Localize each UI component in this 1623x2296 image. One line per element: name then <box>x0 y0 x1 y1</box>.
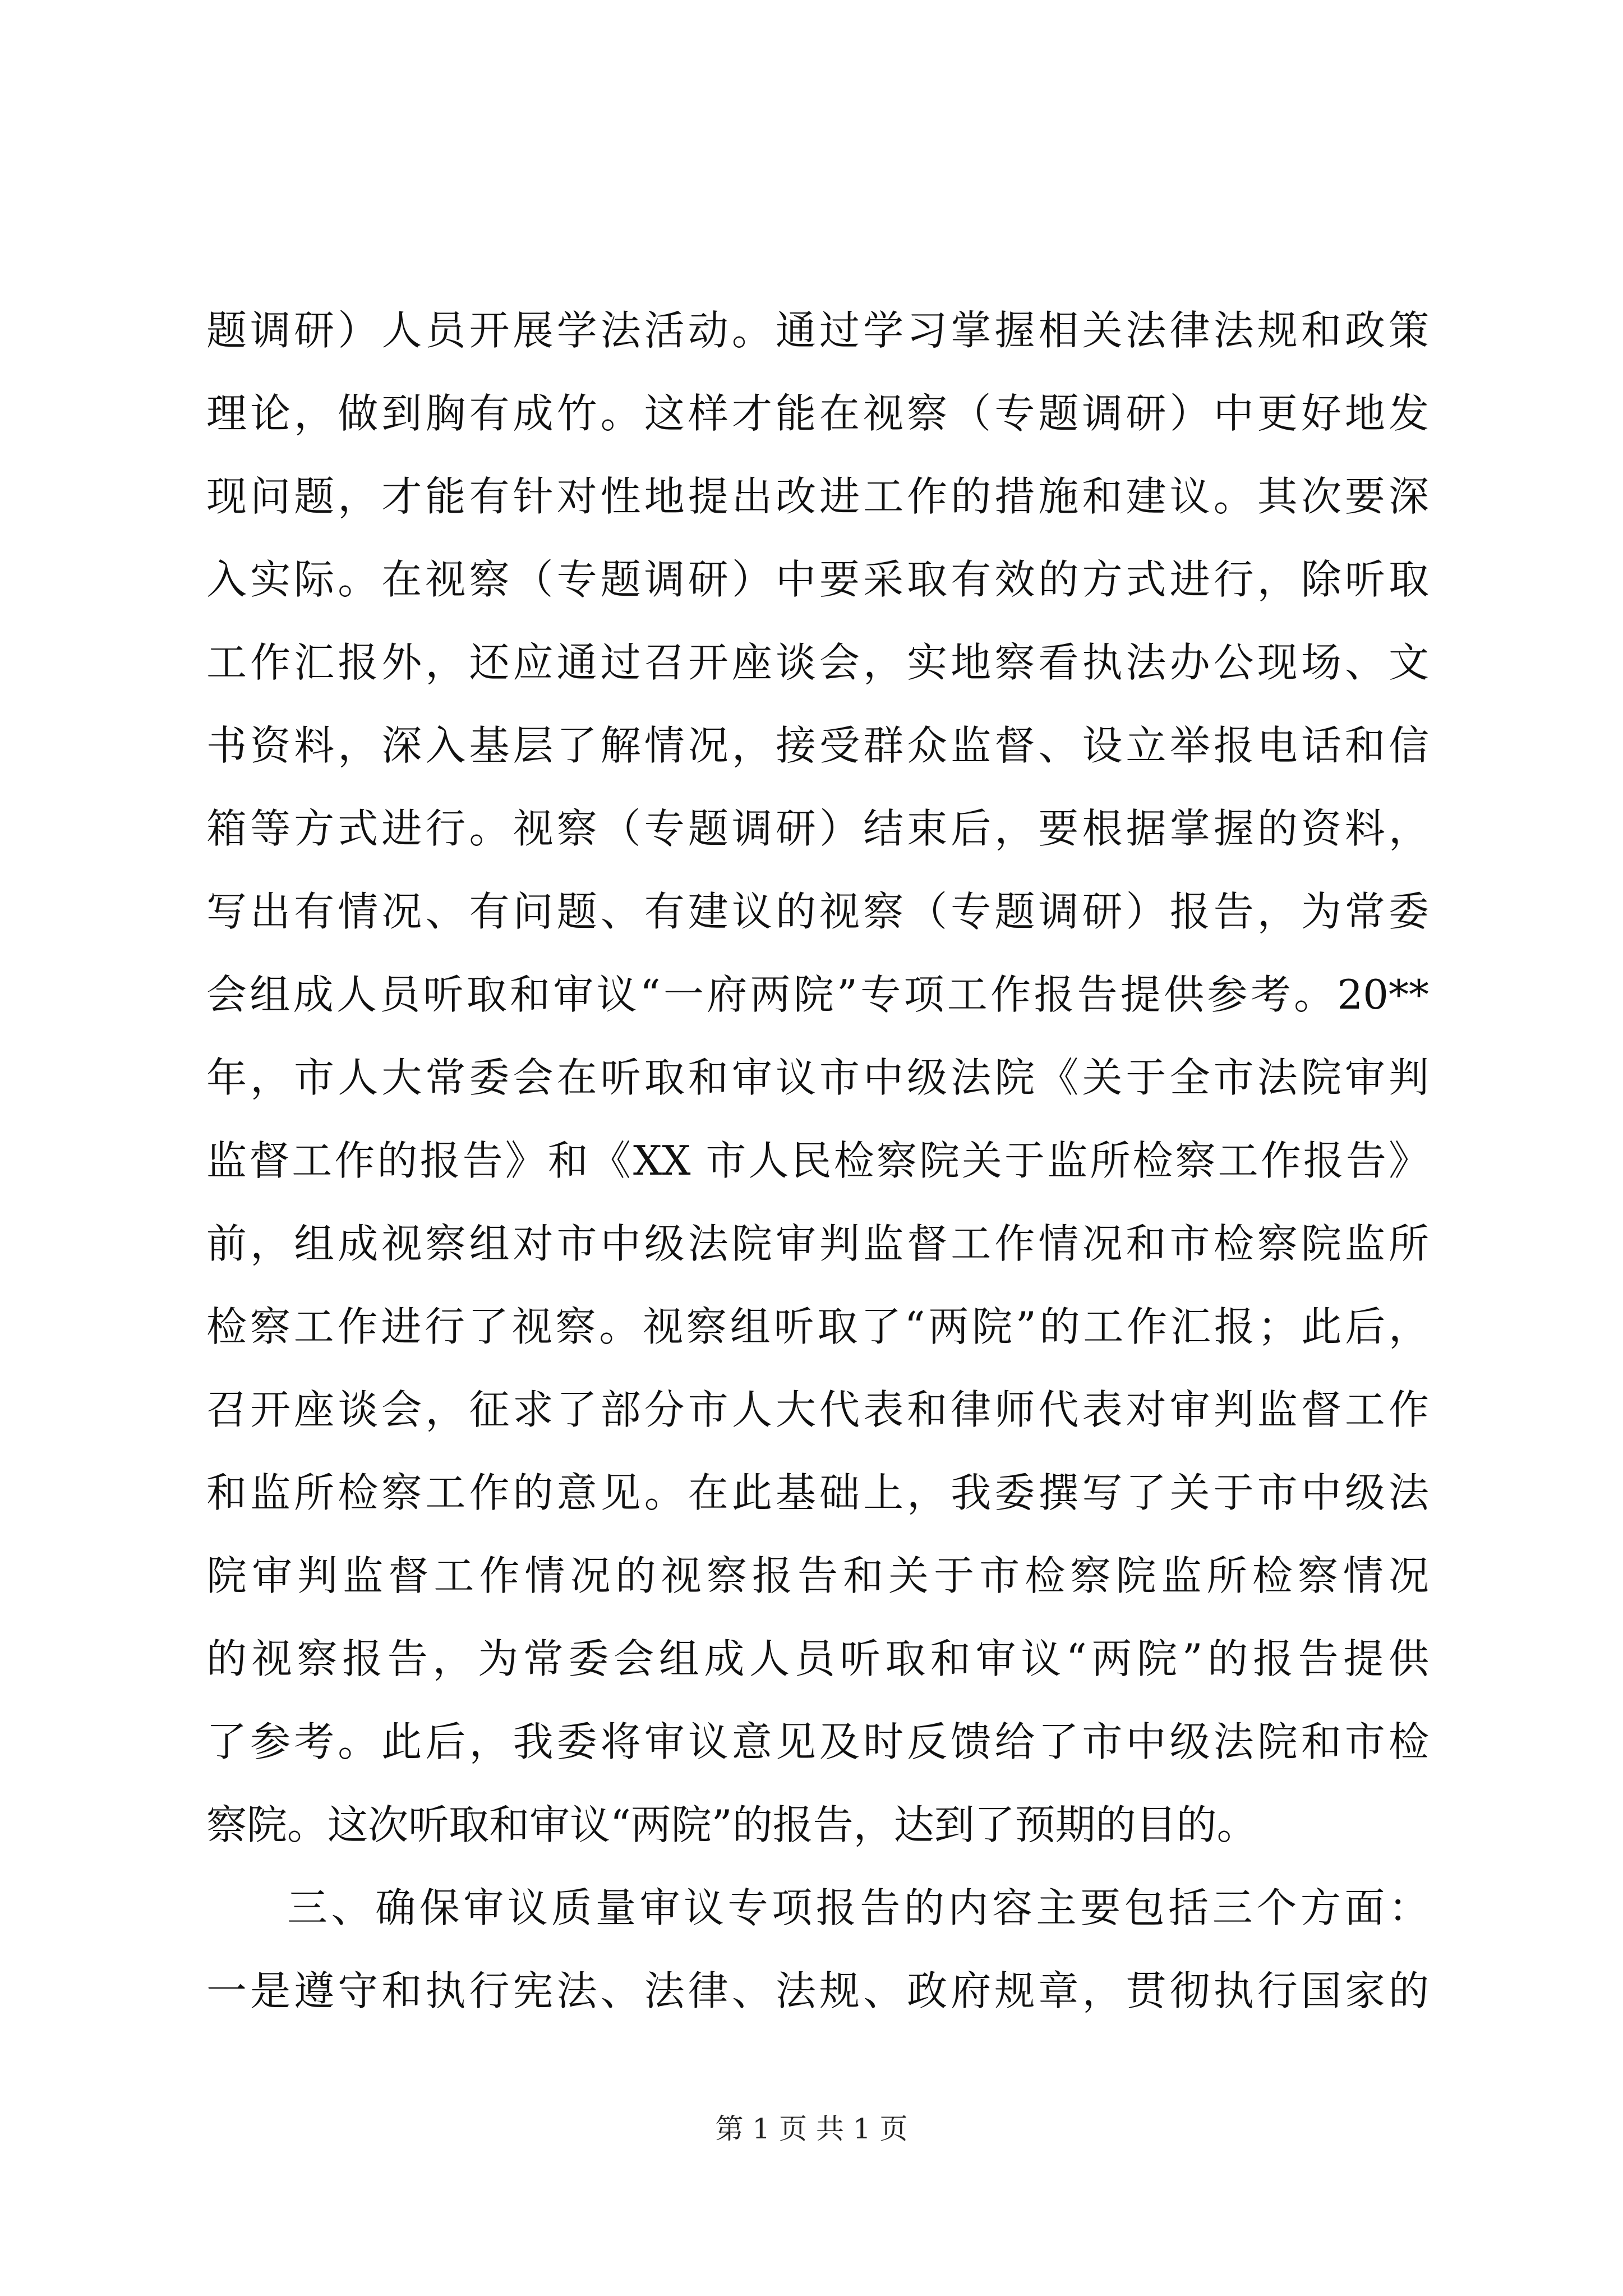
text-line: 的视察报告，为常委会组成人员听取和审议“两院”的报告提供 <box>206 1635 1429 1682</box>
text-line: 了参考。此后，我委将审议意见及时反馈给了市中级法院和市检 <box>206 1718 1429 1765</box>
text-line: 年，市人大常委会在听取和审议市中级法院《关于全市法院审判 <box>206 1054 1429 1101</box>
text-line: 入实际。在视察（专题调研）中要采取有效的方式进行，除听取 <box>206 556 1429 603</box>
text-line: 箱等方式进行。视察（专题调研）结束后，要根据掌握的资料， <box>206 805 1429 852</box>
text-line: 察院。这次听取和审议“两院”的报告，达到了预期的目的。 <box>206 1801 1257 1848</box>
text-line: 监督工作的报告》和《XX 市人民检察院关于监所检察工作报告》 <box>206 1137 1429 1184</box>
text-line: 书资料，深入基层了解情况，接受群众监督、设立举报电话和信 <box>206 722 1429 769</box>
text-line: 理论，做到胸有成竹。这样才能在视察（专题调研）中更好地发 <box>206 390 1429 437</box>
text-line: 会组成人员听取和审议“一府两院”专项工作报告提供参考。20** <box>206 971 1429 1018</box>
text-line: 前，组成视察组对市中级法院审判监督工作情况和市检察院监所 <box>206 1220 1429 1267</box>
text-line: 三、确保审议质量审议专项报告的内容主要包括三个方面： <box>287 1884 1429 1931</box>
text-line: 工作汇报外，还应通过召开座谈会，实地察看执法办公现场、文 <box>206 639 1429 686</box>
page-number-footer: 第 1 页 共 1 页 <box>715 2113 908 2145</box>
body-text <box>206 289 1429 2032</box>
text-line: 题调研）人员开展学法活动。通过学习掌握相关法律法规和政策 <box>206 307 1429 354</box>
text-line: 和监所检察工作的意见。在此基础上，我委撰写了关于市中级法 <box>206 1469 1429 1516</box>
text-line: 召开座谈会，征求了部分市人大代表和律师代表对审判监督工作 <box>206 1386 1429 1433</box>
text-line: 检察工作进行了视察。视察组听取了“两院”的工作汇报；此后， <box>206 1303 1429 1350</box>
text-line: 写出有情况、有问题、有建议的视察（专题调研）报告，为常委 <box>206 888 1429 935</box>
text-line: 院审判监督工作情况的视察报告和关于市检察院监所检察情况 <box>206 1552 1429 1599</box>
text-line: 现问题，才能有针对性地提出改进工作的措施和建议。其次要深 <box>206 473 1429 520</box>
text-line: 一是遵守和执行宪法、法律、法规、政府规章，贯彻执行国家的 <box>206 1967 1429 2014</box>
